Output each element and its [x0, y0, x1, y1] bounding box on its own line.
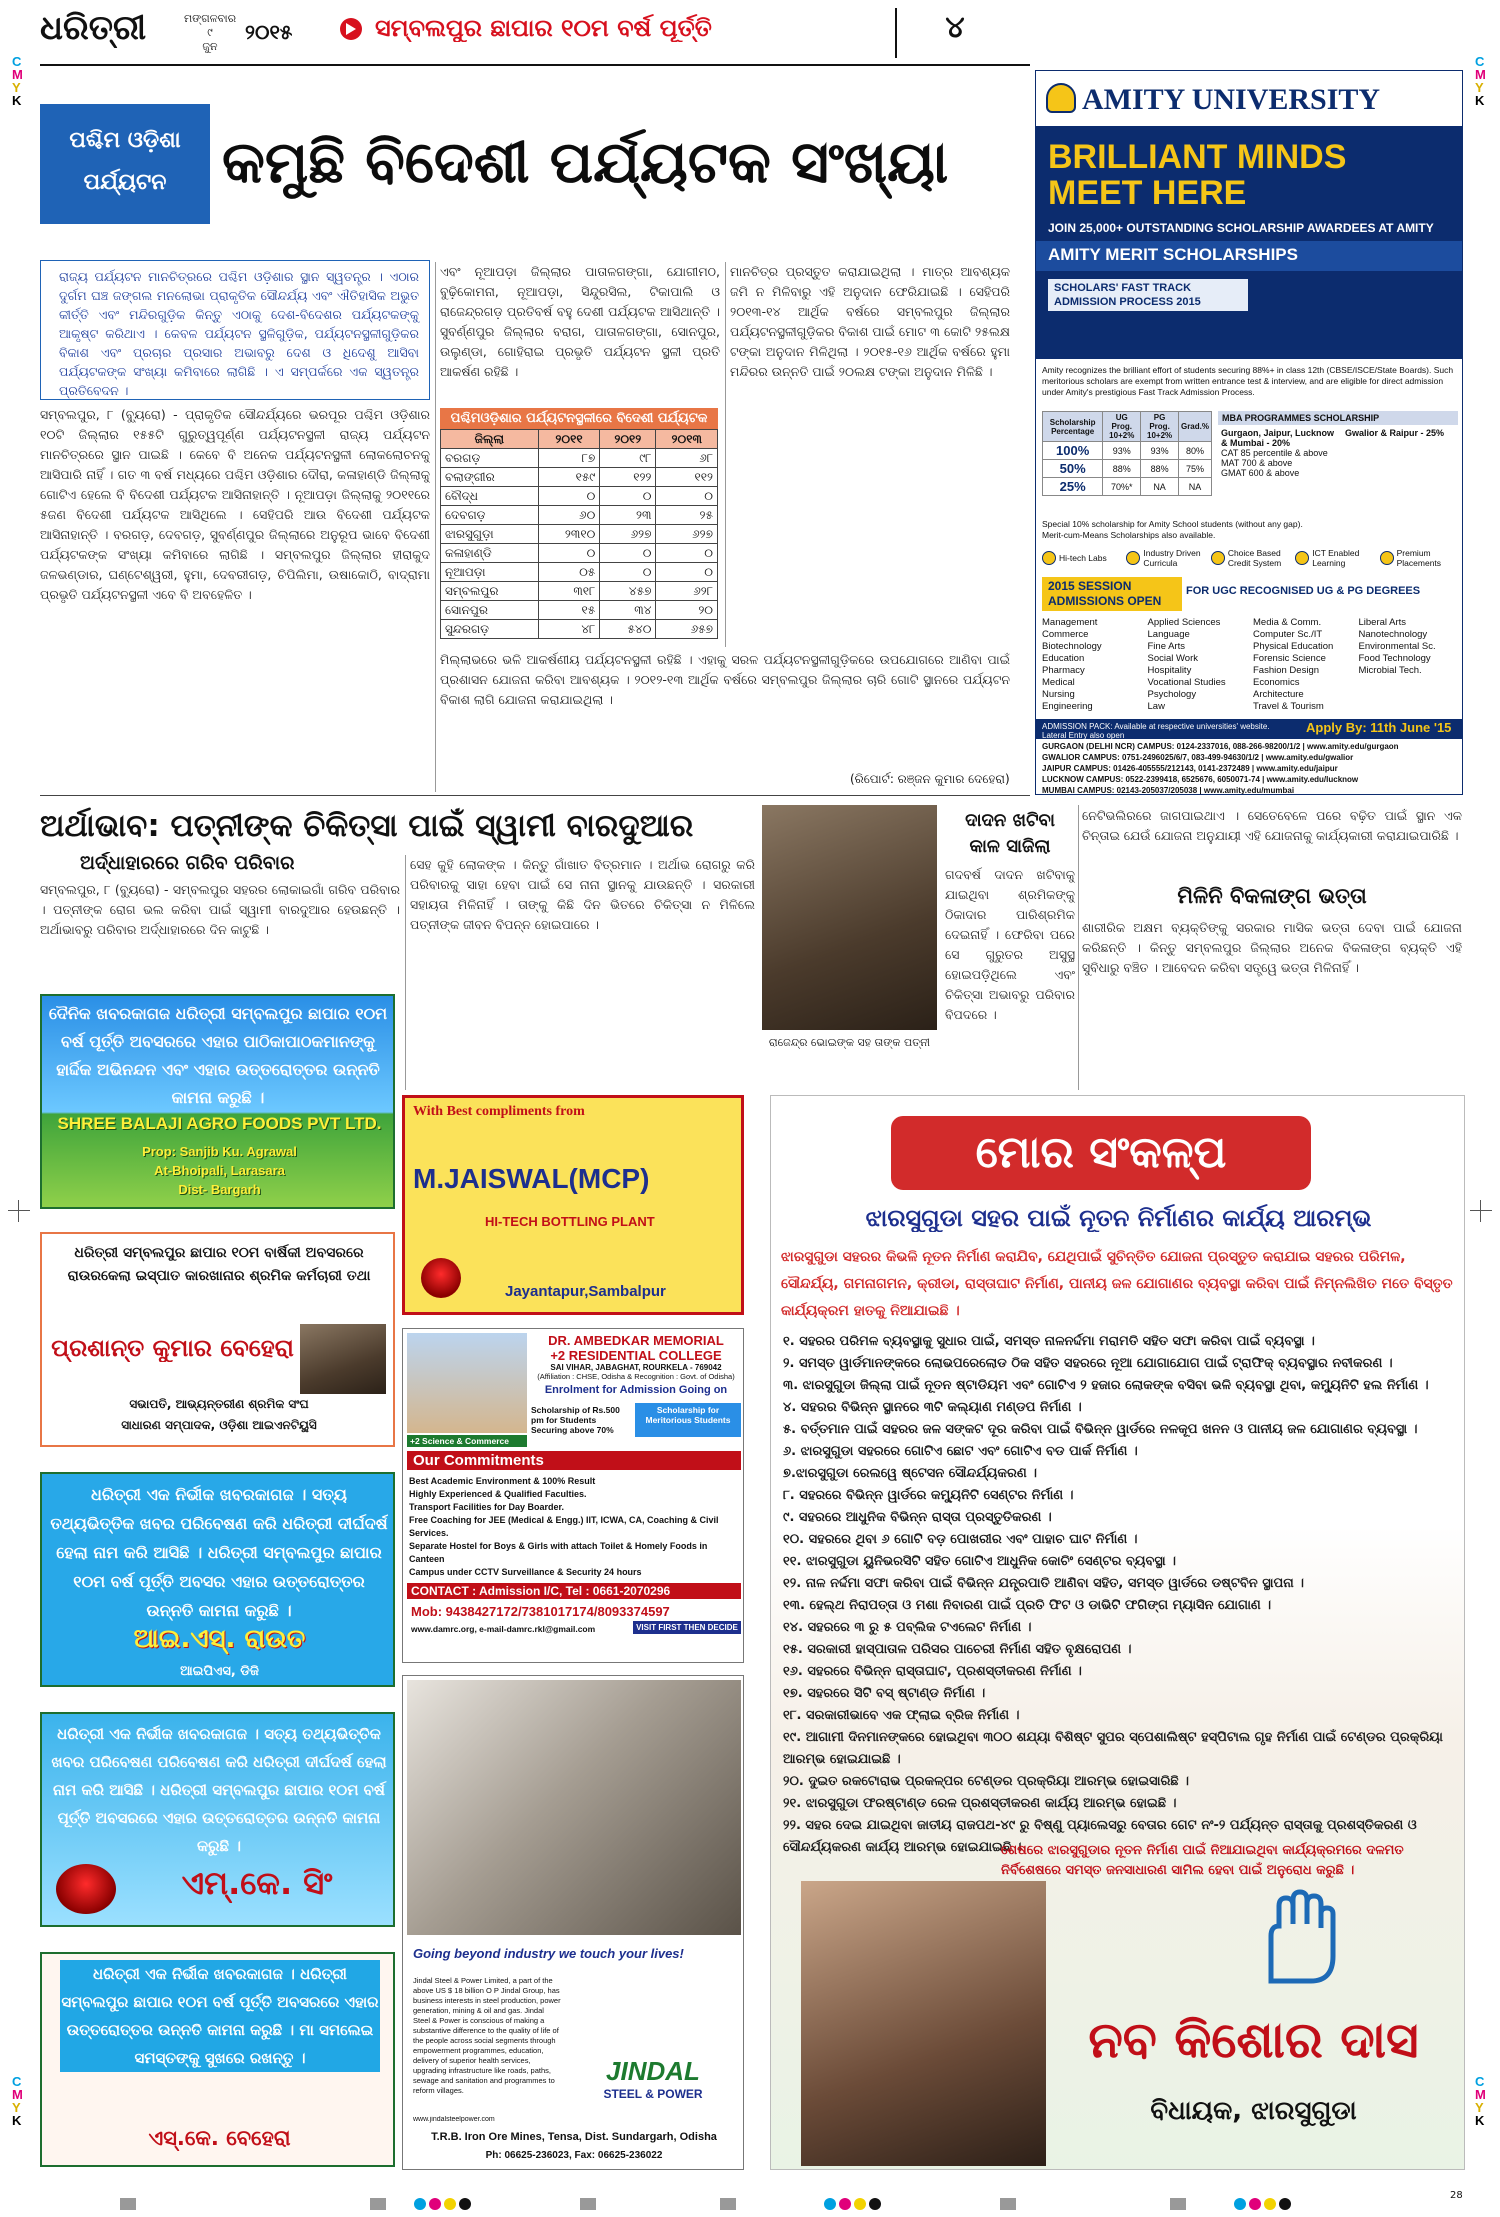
sankalpa-item: ୪. ସହରର ବିଭିନ୍ନ ସ୍ଥାନରେ ୩ଟି କଲ୍ୟାଣ ମଣ୍ଡପ ନିର୍ମାଣ । [783, 1400, 1082, 1415]
tourist-table-cell: ୦ [656, 563, 718, 582]
amity-sch-cell: 100% [1043, 442, 1103, 460]
tourist-table-header: ଜିଲ୍ଲା [441, 430, 539, 449]
sankalpa-item: ୧୩. ହେଲ୍ଥ ନିରାପତ୍ତା ଓ ମଶା ନିବାରଣ ପାଇଁ ପ୍ରତି ଫିଟ ଓ ଡାଭିଟି ଫଗିଙ୍ଗ ମ୍ୟାସିନ ଯୋଗାଣ । [783, 1598, 1272, 1613]
amity-course: Computer Sc./IT [1253, 629, 1323, 640]
amity-campus: MUMBAI CAMPUS: 02143-205037/205038 | www.amity.edu/mumbai [1042, 786, 1295, 795]
tourist-table-cell: ନୂଆପଡ଼ା [441, 563, 539, 582]
rose-icon [421, 1258, 461, 1298]
cmyk-mark-bottom-right: C M Y K [1475, 2074, 1486, 2128]
ad-sankalpa-subtitle: ଝାରସୁଗୁଡା ସହର ପାଇଁ ନୂତନ ନିର୍ମାଣର କାର୍ଯ୍ୟ ଆରମ୍ଭ [865, 1204, 1372, 1232]
ad-singh-name: ଏମ୍.କେ. ସିଂ [181, 1864, 333, 1902]
amity-course: Fine Arts [1147, 641, 1185, 652]
tourist-table-cell: ୬୨୭ [600, 525, 656, 544]
ad-rout-name: ଆଇ.ଏସ୍. ରାଉତ [133, 1624, 306, 1654]
lead-col1: ସମ୍ବଲପୁର, ୮ (ବ୍ୟୁରୋ) - ପ୍ରାକୃତିକ ସୌନ୍ଦର୍ଯ୍ୟରେ ଭରପୂର ପଶ୍ଚିମ ଓଡ଼ିଶାର ୧୦ଟି ଜିଲ୍ଲାର ୧୫୫ଟି ଗୁରୁତ୍ୱପୂର୍ଣ୍ଣ ପର୍ଯ୍ୟଟନସ୍ଥଳୀ ରାଜ୍ୟ ପର୍ଯ୍ୟଟନ ମାନଚିତ୍ରରେ ସ୍ଥାନ ପାଇଛି । କେବେ ବି ଅନେକ ପର୍ଯ୍ୟଟନସ୍ଥଳୀ ଲୋକଲୋଚନକୁ ଆସିପାରି ନାହିଁ । ଗତ ୩ ବର୍ଷ ମଧ୍ୟରେ ପଶ୍ଚିମ ଓଡ଼ିଶାର ଦୌରା, କଳାହାଣ୍ଡି ଜିଲ୍ଲାକୁ ଗୋଟିଏ ହେଲେ ବି ବିଦେଶୀ ପର୍ଯ୍ୟଟକ ଆସିନାହାନ୍ତି । ନୂଆପଡ଼ା ଜିଲ୍ଲାକୁ ୨୦୧୧ରେ ୫ଜଣ ବିଦେଶୀ ପର୍ଯ୍ୟଟକ ଆସିଥିଲେ । ସେହିପରି ଆଉ ବିଦେଶୀ ପର୍ଯ୍ୟଟକ ଆସିନାହାନ୍ତି । ବରଗଡ଼, ଦେବଗଡ଼, ସୁବର୍ଣ୍ଣପୁର ଜିଲ୍ଲାରେ ଅନୁରୂପ ଭାବେ ବିଦେଶୀ ପର୍ଯ୍ୟଟକଙ୍କ ସଂଖ୍ୟା କମିବାରେ ଲାଗିଛି । ସମ୍ବଲପୁର ଜିଲ୍ଲାର ହୀରାକୁଦ ଜଳଭଣ୍ଡାର, ଘଣ୍ଟେଶ୍ୱରୀ, ହୁମା, ଦେବରୀଗଡ଼, ଚିପିଲିମା, ଉଷାକୋଠି, ବାଦ୍ରାମା ପ୍ରଭୃତି ପର୍ଯ୍ୟଟନସ୍ଥଳୀ ଏବେ ବି ଅବହେଳିତ । [40, 407, 430, 602]
amity-fast-track: SCHOLARS' FAST TRACK ADMISSION PROCESS 2015 [1048, 279, 1248, 311]
tourist-table-cell: ୦୫ [538, 563, 600, 582]
tourist-table-cell: ୦ [600, 487, 656, 506]
amity-course: Economics [1253, 677, 1300, 688]
ad-balaji-text: ଦୈନିକ ଖବରକାଗଜ ଧରିତ୍ରୀ ସମ୍ବଲପୁର ଛାପାର ୧୦ମ ବର୍ଷ ପୂର୍ତ୍ତି ଅବସରରେ ଏହାର ପାଠିକାପାଠକମାନଙ୍କୁ ହାର୍ଦ୍ଦିକ ଅଭିନନ୍ଦନ ଏବଂ ଏହାର ଉତ୍ତରୋତ୍ତର ଉନ୍ନତି କାମନା କରୁଛି । [48, 1004, 388, 1107]
ambedkar-point: Separate Hostel for Boys & Girls with attach Toilet & Homely Foods in Canteen [409, 1541, 708, 1564]
newspaper-logo: ଧରିତ୍ରୀ [40, 8, 147, 48]
anniversary-banner: ସମ୍ବଲପୁର ଛାପାର ୧୦ମ ବର୍ଷ ପୂର୍ତ୍ତି [375, 14, 712, 42]
amity-sch-cell: 88% [1141, 460, 1179, 478]
amity-apply: Apply By: 11th June '15 [1306, 720, 1452, 735]
tourist-table-cell: ୯୮ [600, 449, 656, 468]
sankalpa-item: ୧୯. ଆଗାମୀ ଦିନମାନଙ୍କରେ ହୋଇଥିବା ୩୦୦ ଶଯ୍ୟା ବିଶିଷ୍ଟ ସୁପର ସ୍ପେଶାଲିଷ୍ଟ ହସ୍ପିଟାଲ ଗୃହ ନିର୍ମାଣ ପାଇଁ ଟେଣ୍ଡର ପ୍ରକ୍ରିୟା ଆରମ୍ଭ ହୋଇଯାଇଛି । [783, 1730, 1443, 1767]
sankalpa-item: ୧୧. ଝାରସୁଗୁଡା ୟୁନିଭରସିଟି ସହିତ ଗୋଟିଏ ଆଧୁନିକ କୋଚିଂ ସେଣ୍ଟର ବ୍ୟବସ୍ଥା । [783, 1554, 1176, 1569]
story2-col2: ସେହ କୁହି ଲୋକଙ୍କ । କିନ୍ତୁ ଗାଁଖାତ ବିତ୍ରମାନ । ଅର୍ଥାଭ ରୋଗରୁ କରି ପରିବାରକୁ ସାହା ହେବା ପାଇଁ ସେ ନାନା ସ୍ଥାନକୁ ଯାଉଛନ୍ତି । ସରକାରୀ ସହାୟତା ମିଳିନାହିଁ । ତାଙ୍କୁ କିଛି ଦିନ ଭିତରେ ଚିକିତ୍ସା ନ ମିଳିଲେ ପତ୍ନୀଙ୍କ ଜୀବନ ବିପନ୍ନ ହୋଇପାରେ । [410, 857, 755, 932]
tourist-table-cell: ସମ୍ବଲପୁର [441, 582, 539, 601]
tourist-table-cell: ୪୮ [538, 620, 600, 639]
sankalpa-item: ୨୨. ସହର ଦେଇ ଯାଇଥିବା ଜାତୀୟ ରାଜପଥ-୪୯ ରୁ ବିଷ୍ଣୁ ପ୍ୟାଲେସରୁ ବେତାର ଗେଟ ନଂ-୨ ପର୍ଯ୍ୟନ୍ତ ରାସ୍ତାକୁ ପ୍ରଶସ୍ତିକରଣ ଓ ସୌନ୍ଦର୍ଯ୍ୟକରଣ କାର୍ଯ୍ୟ ଆରମ୍ଭ ହୋଇଯାଇଛି । [783, 1818, 1417, 1855]
tourist-table-cell: ୦ [600, 563, 656, 582]
ad-sankalpa-items [783, 1331, 1455, 1859]
ad-ambedkar-mob: Mob: 9438427172/7381017174/8093374597 [411, 1604, 670, 1619]
sankalpa-item: ୧. ସହରର ପରିମଳ ବ୍ୟବସ୍ଥାକୁ ସୁଧାର ପାଇଁ, ସମସ୍ତ ନାଳନର୍ଦ୍ଦମା ମରାମତି ସହିତ ସଫା କରିବା ପାଇଁ ବ୍ୟବସ୍ଥା । [783, 1334, 1315, 1349]
amity-course: Physical Education [1253, 641, 1334, 652]
cmyk-mark-bottom-left: C M Y K [12, 2074, 23, 2128]
story2-headline: ଅର୍ଥାଭାବ: ପତ୍ନୀଙ୍କ ଚିକିତ୍ସା ପାଇଁ ସ୍ୱାମୀ ବାରଦୁଆର [40, 808, 694, 844]
tourist-table-cell: ୫୪୦ [600, 620, 656, 639]
amity-course: Fashion Design [1253, 665, 1320, 676]
ad-jaiswal-name: M.JAISWAL(MCP) [413, 1163, 650, 1194]
ambedkar-point: Highly Experienced & Qualified Faculties. [409, 1489, 587, 1499]
masthead-year: ୨୦୧୫ [245, 20, 293, 44]
amity-course: Engineering [1042, 701, 1093, 712]
tourist-table-cell: ୮୭ [538, 449, 600, 468]
amity-course: Pharmacy [1042, 665, 1085, 676]
registration-mark-left [8, 1200, 30, 1222]
tourist-table-cell: ୬୦ [538, 506, 600, 525]
ad-balaji [40, 994, 395, 1209]
tourist-table-cell: ୧୨୨ [600, 468, 656, 487]
ad-ambedkar [402, 1328, 744, 1663]
tourist-table-cell: ୧୫୯ [538, 468, 600, 487]
ad-sk-behera-text: ଧରିତ୍ରୀ ଏକ ନିର୍ଭୀକ ଖବରକାଗଜ । ଧରିତ୍ରୀ ସମ୍ବଲପୁର ଛାପାର ୧୦ମ ବର୍ଷ ପୂର୍ତ୍ତି ଅବସରରେ ଏହାର ଉତ୍ତରୋତ୍ତର ଉନ୍ନତି କାମନା କରୁଛି । ମା ସମଲେଇ ସମସ୍ତଙ୍କୁ ସୁଖରେ ରଖନ୍ତୁ । [60, 1960, 380, 2072]
amity-course: Social Work [1147, 653, 1199, 664]
amity-course: Media & Comm. [1253, 617, 1322, 628]
tourist-table-cell: ଦେବଗଡ଼ [441, 506, 539, 525]
tourist-table-cell: ୬୨୭ [656, 525, 718, 544]
tourist-table-cell: ୨୫ [656, 506, 718, 525]
ad-balaji-address: Prop: Sanjib Ku. Agrawal At-Bhoipali, Larasara Dist- Bargarh [142, 1144, 297, 1197]
ad-behera-name: ପ୍ରଶାନ୍ତ କୁମାର ବେହେରା [51, 1334, 294, 1362]
masthead [40, 8, 1030, 60]
tourist-table-cell: ବରଗଡ଼ [441, 449, 539, 468]
ad-ambedkar-web: www.damrc.org, e-mail-damrc.rkl@gmail.com [411, 1624, 596, 1634]
tourist-table-cell: ବୌଦ୍ଧ [441, 487, 539, 506]
sankalpa-item: ୧୭. ସହରରେ ସିଟି ବସ୍ ଷ୍ଟାଣ୍ଡ ନିର୍ମାଣ । [783, 1686, 986, 1701]
masthead-rule [40, 64, 1030, 66]
sankalpa-item: ୧୪. ସହରରେ ୩ ରୁ ୫ ପବ୍ଲିକ ଟଏଲେଟ ନିର୍ମାଣ । [783, 1620, 1032, 1635]
col-rule-2 [725, 262, 726, 647]
amity-sch-row [1043, 478, 1212, 496]
mla-photo [801, 1881, 1046, 2166]
tourist-table-header: ୨୦୧୨ [600, 430, 656, 449]
story4-body: ଶାରୀରିକ ଅକ୍ଷମ ବ୍ୟକ୍ତିଙ୍କୁ ସରକାର ମାସିକ ଭତ୍ତା ଦେବା ପାଇଁ ଯୋଜନା କରିଛନ୍ତି । କିନ୍ତୁ ସମ୍ବଲପୁର ଜିଲ୍ଲାର ଅନେକ ବିକଳାଙ୍ଗ ବ୍ୟକ୍ତି ଏହି ସୁବିଧାରୁ ବଞ୍ଚିତ । ଆବେଦନ କରିବା ସତ୍ତ୍ୱେ ଭତ୍ତା ମିଳିନାହିଁ । [1082, 920, 1462, 975]
amity-headline: BRILLIANT MINDS MEET HERE [1048, 139, 1347, 211]
amity-sch-cell: NA [1141, 478, 1179, 496]
amity-brand: AMITY UNIVERSITY [1082, 83, 1381, 116]
tourist-table-cell: ୦ [538, 544, 600, 563]
ad-singh-text: ଧରିତ୍ରୀ ଏକ ନିର୍ଭୀକ ଖବରକାଗଜ । ସତ୍ୟ ତଥ୍ୟଭିତ୍ତିକ ଖବର ପରିବେଷଣ ପରିବେଷଣ କରି ଧରିତ୍ରୀ ଦୀର୍ଘଦର୍ଷ ହେଲା ନାମ କରି ଆସିଛି । ଧରିତ୍ରୀ ସମ୍ବଲପୁର ଛାପାର ୧୦ମ ବର୍ଷ ପୂର୍ତ୍ତି ଅବସରରେ ଏହାର ଉତ୍ତରୋତ୍ତର ଉନ୍ନତି କାମନା କରୁଛି । [51, 1725, 387, 1855]
ad-jindal [402, 1675, 744, 2170]
amity-session: 2015 SESSION ADMISSIONS OPEN [1042, 577, 1182, 611]
amity-sch-header: Scholarship Percentage [1043, 412, 1103, 442]
tourist-table-cell: ୦ [656, 544, 718, 563]
amity-scholarship-table [1042, 411, 1458, 521]
sankalpa-item: ୨୦. ଦୁଇତ ରକଟୋରାଭ ପ୍ରକଳ୍ପର ଟେଣ୍ଡର ପ୍ରକ୍ରିୟା ଆରମ୍ଭ ହୋଇସାରିଛି । [783, 1774, 1189, 1789]
sankalpa-item: ୧୫. ସରକାରୀ ହାସ୍ପାତାଳ ପରିସର ପାଚେରୀ ନିର୍ମାଣ ସହିତ ବୃକ୍ଷରୋପଣ । [783, 1642, 1132, 1657]
sankalpa-item: ୨୧. ଝାରସୁଗୁଡା ଫରଷ୍ଟାଣ୍ଡ ରେଳ ପ୍ରଶସ୍ତୀକରଣ କାର୍ଯ୍ୟ ଆରମ୍ଭ ହୋଇଛି । [783, 1796, 1177, 1811]
ad-sankalpa [770, 1095, 1465, 2170]
amity-sch-cell: 75% [1178, 460, 1211, 478]
amity-campuses [1042, 741, 1458, 795]
amity-campus: JAIPUR CAMPUS: 01426-405555/212143, 0141-2372489 | www.amity.edu/jaipur [1042, 764, 1338, 773]
tourist-table-cell: କଳାହାଣ୍ଡି [441, 544, 539, 563]
amity-sch-cell: 25% [1043, 478, 1103, 496]
ad-jaiswal [402, 1095, 744, 1315]
ad-jindal-tagline: Going beyond industry we touch your lives! [413, 1946, 684, 1961]
lead-byline: (ରିପୋର୍ଟ: ରଞ୍ଜନ କୁମାର ଦେହେରା) [850, 772, 1010, 786]
ad-jaiswal-plant: HI-TECH BOTTLING PLANT [485, 1214, 655, 1229]
ad-ambedkar-header: DR. AMBEDKAR MEMORIAL +2 RESIDENTIAL COLLEGE SAI VIHAR, JABAGHAT, ROURKELA - 769042 (Affiliation : CHSE, Odisha & Recognition : Govt. of Odisha) Enrolment for Admission Going on [537, 1333, 735, 1396]
amity-ad [1035, 70, 1463, 795]
ad-sankalpa-title: ମୋର ସଂକଳ୍ପ [891, 1116, 1311, 1190]
cmyk-mark-top-right: C M Y K [1475, 54, 1486, 108]
amity-sch-cell: 80% [1178, 442, 1211, 460]
ad-ambedkar-visit: VISIT FIRST THEN DECIDE [633, 1621, 741, 1634]
tourist-table-cell: ବଲାଙ୍ଗୀର [441, 468, 539, 487]
ambedkar-point: Free Coaching for JEE (Medical & Engg.) IIT, ICWA, CA, Coaching & Civil Services. [409, 1515, 719, 1538]
amity-pack-bar [1036, 719, 1463, 739]
tourist-table-row [441, 468, 718, 487]
lead-intro: ରାଜ୍ୟ ପର୍ଯ୍ୟଟନ ମାନଚିତ୍ରରେ ପଶ୍ଚିମ ଓଡ଼ିଶାର ସ୍ଥାନ ସ୍ୱତନ୍ତ୍ର । ଏଠାର ଦୁର୍ଗମ ଘଞ୍ଚ ଜଙ୍ଗଲ ମନଲୋଭା ପ୍ରାକୃତିକ ସୌନ୍ଦର୍ଯ୍ୟ ଏବଂ ଐତିହାସିକ ଅଭୁତ କୀର୍ତ୍ତି ଏବଂ ମନ୍ଦିରଗୁଡ଼ିକ କିନ୍ତୁ ଏଠାକୁ ଦେଶ-ବିଦେଶର ପର୍ଯ୍ୟଟକଙ୍କୁ ଆକୃଷ୍ଟ କରିଥାଏ । କେବଳ ପର୍ଯ୍ୟଟନ ସ୍ଥଳିଗୁଡ଼ିକ, ପର୍ଯ୍ୟଟନସ୍ଥଳୀଗୁଡ଼ିକର ବିକାଶ ଏବଂ ପ୍ରଚାର ପ୍ରସାର ଅଭାବରୁ ଦେଶ ଓ ଧିଦେଶୁ ଆସିବା ପର୍ଯ୍ୟଟକଙ୍କ ସଂଖ୍ୟା କମିବାରେ ଲାଗିଛି । ଏ ସମ୍ପର୍କରେ ଏକ ସ୍ୱତନ୍ତ୍ର ପ୍ରତିବେଦନ । [40, 260, 430, 400]
play-icon [346, 23, 356, 35]
amity-hero [1036, 129, 1463, 359]
tourist-table-cell: ୧୧୨ [656, 468, 718, 487]
ad-behera-roles: ସଭାପତି, ଆଭ୍ୟନ୍ତରୀଣ ଶ୍ରମିକ ସଂଘ ସାଧାରଣ ସମ୍ପାଦକ, ଓଡ଼ିଶା ଆଇଏନଟିୟୁସି [121, 1397, 317, 1432]
tourist-table-cell: ୪୫୭ [600, 582, 656, 601]
tourist-table-cell: ସୁନ୍ଦରଗଡ଼ [441, 620, 539, 639]
amity-feature: Premium Placements [1380, 545, 1458, 571]
amity-sch-header: PG Prog. 10+2% [1141, 412, 1179, 442]
story4-headline: ମିଳିନି ବିକଳାଙ୍ଗ ଭତ୍ତା [1177, 884, 1367, 908]
story4-intro: ନେଟିଭଲିରରେ ଜାଗପାଇଥାଏ । ସେତେବେଳେ ପରେ ବଢ଼ିତ ପାଇଁ ସ୍ଥାନ ଏକ ଚିନ୍ତାଇ ଯେଉଁ ଯୋଜନା ଅନୁଯାୟୀ ଏହି ଯୋଜନାକୁ କାର୍ଯ୍ୟକାରୀ କରାଯାଇପାରିଛି । [1082, 808, 1462, 843]
feature-icon [1211, 551, 1225, 565]
lead-col4: ମିଲ୍ଲାଭରେ ଭଳି ଆକର୍ଷଣୀୟ ପର୍ଯ୍ୟଟନସ୍ଥଳୀ ରହିଛି । ଏହାକୁ ସରଳ ପର୍ଯ୍ୟଟନସ୍ଥଳୀଗୁଡ଼ିକରେ ଉପଯୋଗରେ ଆଣିବା ପାଇଁ ପ୍ରଶାସନ ଯୋଜନା କରିବା ଆବଶ୍ୟକ । ୨୦୧୨-୧୩ ଆର୍ଥିକ ବର୍ଷରେ ସମ୍ବଲପୁର ଜିଲ୍ଲାର ଚାରି ଗୋଟି ସ୍ଥାନରେ ପର୍ଯ୍ୟଟନ ବିକାଶ ଲାଗି ଯୋଜନା କରାଯାଇଥିଲା । [440, 652, 1010, 707]
ad-behera [40, 1232, 395, 1447]
amity-sch-cell: 88% [1103, 460, 1141, 478]
amity-sch-header: UG Prog. 10+2% [1103, 412, 1141, 442]
amity-sub: JOIN 25,000+ OUTSTANDING SCHOLARSHIP AWARDEES AT AMITY [1048, 221, 1434, 235]
tourist-table-cell: ୨୩୧୦ [538, 525, 600, 544]
amity-course: Education [1042, 653, 1085, 664]
ad-jindal-addr: T.R.B. Iron Ore Mines, Tensa, Dist. Sundargarh, Odisha [431, 2131, 717, 2143]
story3-headline: ଦାଦନ ଖଟିବା କାଳ ସାଜିଲା [965, 810, 1055, 857]
amity-course: Biotechnology [1042, 641, 1102, 652]
tourist-table-cell: ୨୩ [600, 506, 656, 525]
ad-jaiswal-top: With Best compliments from [413, 1104, 585, 1119]
tourist-table-row [441, 525, 718, 544]
lead-col3: ମାନଚିତ୍ର ପ୍ରସ୍ତୁତ କରାଯାଇଥିଲା । ମାତ୍ର ଆବଶ୍ୟକ ଜମି ନ ମିଳିବାରୁ ଏହି ଅନୁଦାନ ଫେରିଯାଇଛି । ସେହିପରି ୨୦୧୩-୧୪ ଆର୍ଥିକ ବର୍ଷରେ ସମ୍ବଲପୁର ଜିଲ୍ଲାର ପର୍ଯ୍ୟଟନସ୍ଥଳୀଗୁଡ଼ିକର ବିକାଶ ପାଇଁ ମୋଟ ୩ କୋଟି ୨୫ଲକ୍ଷ ଟଙ୍କା ଅନୁଦାନ ମିଳିଥିଲା । ୨୦୧୫-୧୬ ଆର୍ଥିକ ବର୍ଷରେ ହୁମା ମନ୍ଦିରର ଉନ୍ନତି ପାଇଁ ୨୦ଲକ୍ଷ ଟଙ୍କା ଅନୁଦାନ ମିଳିଛି । [730, 264, 1010, 379]
ad-ambedkar-scholar: Scholarship of Rs.500 pm for Students Securing above 70% [531, 1405, 620, 1435]
tourist-table [440, 429, 718, 639]
amity-crest-icon [1046, 83, 1076, 113]
lead-headline: କମୁଛି ବିଦେଶୀ ପର୍ଯ୍ୟଟକ ସଂଖ୍ୟା [222, 128, 949, 196]
amity-blurb: Amity recognizes the brilliant effort of students securing 88%+ in class 12th (CBSE/ISCE/State Boards). Such meritorious scholars are exempt from written entrance test & interview, and are eligible for direct admission under Amity's prestigious Fast Track Admission Process. [1042, 365, 1454, 397]
ad-singh [40, 1712, 395, 1927]
sankalpa-item: ୯. ସହରରେ ଆଧୁନିକ ବିଭିନ୍ନ ରାସ୍ତା ପ୍ରସ୍ତୁତିକରଣ । [783, 1510, 1052, 1525]
amity-sch-cell: 93% [1103, 442, 1141, 460]
page-number: ୪ [945, 10, 965, 45]
amity-sch-grid [1042, 411, 1212, 496]
sankalpa-item: ୨. ସମସ୍ତ ୱାର୍ଡମାନଙ୍କରେ ଲୋଭପରେଲୋଡ ଠିକ ସହିତ ସହରରେ ନୂଆ ଯୋଗାଯୋଗ ପାଇଁ ଟ୍ରାଫିକ୍ ବ୍ୟବସ୍ଥାର ନବୀକରଣ । [783, 1356, 1393, 1371]
tourist-table-cell: ୦ [656, 487, 718, 506]
col-rule-4 [1078, 805, 1079, 1090]
amity-feature: ICT Enabled Learning [1295, 545, 1373, 571]
tourist-table-cell: ଝାରସୁଗୁଡ଼ା [441, 525, 539, 544]
ad-sankalpa-name: ନବ କିଶୋର ଦାସ [1088, 2011, 1419, 2069]
ad-jaiswal-place: Jayantapur,Sambalpur [505, 1283, 666, 1300]
ad-jindal-logo: JINDAL STEEL & POWER [603, 2056, 703, 2101]
amity-sch-cell: 70%* [1103, 478, 1141, 496]
tourist-table-cell: ୦ [538, 487, 600, 506]
ad-jindal-phone: Ph: 06625-236023, Fax: 06625-236022 [485, 2150, 663, 2161]
ambedkar-point: Campus under CCTV Surveillance & Security 24 hours [409, 1567, 642, 1577]
feature-icon [1380, 551, 1394, 565]
lead-kicker: ପଶ୍ଚିମ ଓଡ଼ିଶା ପର୍ଯ୍ୟଟନ [40, 104, 210, 224]
tourist-table-box [440, 408, 718, 648]
amity-feature: Choice Based Credit System [1211, 545, 1289, 571]
tourist-table-cell: ୧୫ [538, 601, 600, 620]
ad-rout-role: ଆଇପିଏସ, ଡିଜି [180, 1664, 259, 1679]
amity-course: Management [1042, 617, 1098, 628]
registration-mark-right [1470, 1200, 1492, 1222]
tourist-table-row [441, 449, 718, 468]
ad-balaji-company: SHREE BALAJI AGRO FOODS PVT LTD. [57, 1114, 382, 1133]
story2-photo-caption: ରାଜେନ୍ଦ୍ର ଭୋଇଙ୍କ ସହ ତାଙ୍କ ପତ୍ନୀ [768, 1036, 931, 1049]
amity-course: Travel & Tourism [1253, 701, 1324, 712]
ad-sankalpa-closing: ଶେଷରେ ଝାରସୁଗୁଡାର ନୂତନ ନିର୍ମାଣ ପାଇଁ ନିଆଯାଇଥିବା କାର୍ଯ୍ୟକ୍ରମରେ ଦଳମତ ନିର୍ବିଶେଷରେ ସମସ୍ତ ଜନସାଧାରଣ ସାମିଲ ହେବା ପାଇଁ ଅନୁରୋଧ କରୁଛି । [1001, 1843, 1404, 1878]
sankalpa-item: ୬. ଝାରସୁଗୁଡା ସହରରେ ଗୋଟିଏ ଛୋଟ ଏବଂ ଗୋଟିଏ ବଡ ପାର୍କ ନିର୍ମାଣ । [783, 1444, 1138, 1459]
tourist-table-row [441, 582, 718, 601]
amity-campus: GWALIOR CAMPUS: 0751-2496025/6/7, 083-499-94630/1/2 | www.amity.edu/gwalior [1042, 753, 1354, 762]
cmyk-mark-top-left: C M Y K [12, 54, 23, 108]
amity-pack: ADMISSION PACK: Available at respective universities' website. Lateral Entry also open [1042, 722, 1270, 739]
ad-rout-text: ଧରିତ୍ରୀ ଏକ ନିର୍ଭୀକ ଖବରକାଗଜ । ସତ୍ୟ ତଥ୍ୟଭିତ୍ତିକ ଖବର ପରିବେଷଣ କରି ଧରିତ୍ରୀ ଦୀର୍ଘଦର୍ଷ ହେଲା ନାମ କରି ଆସିଛି । ଧରିତ୍ରୀ ସମ୍ବଲପୁର ଛାପାର ୧୦ମ ବର୍ଷ ପୂର୍ତ୍ତି ଅବସର ଏହାର ଉତ୍ତରୋତ୍ତର ଉନ୍ନତି କାମନା କରୁଛି । [50, 1485, 388, 1620]
amity-campus: GURGAON (DELHI NCR) CAMPUS: 0124-2337016, 088-266-98200/1/2 | www.amity.edu/gurgaon [1042, 742, 1399, 751]
ad-sk-behera-name: ଏସ୍.କେ. ବେହେରା [148, 2126, 291, 2150]
tourist-table-header: ୨୦୧୩ [656, 430, 718, 449]
feature-icon [1126, 551, 1140, 565]
sankalpa-item: ୧୨. ନାଳ ନର୍ଦ୍ଦମା ସଫା କରିବା ପାଇଁ ବିଭିନ୍ନ ଯନ୍ତ୍ରପାତି ଆଣିବା ସହିତ, ସମସ୍ତ ୱାର୍ଡରେ ଡଷ୍ଟବିନ ସ୍ଥାପନା । [783, 1576, 1305, 1591]
amity-sch-cell: 93% [1141, 442, 1179, 460]
amity-course: Law [1147, 701, 1165, 712]
amity-scheme: AMITY MERIT SCHOLARSHIPS [1036, 241, 1463, 271]
rose-icon [56, 1864, 116, 1914]
story3-body: ଗଦବର୍ଷ ଦାଦନ ଖଟିବାକୁ ଯାଇଥିବା ଶ୍ରମିକଙ୍କୁ ଠିକାଦାର ପାରିଶ୍ରମିକ ଦେଇନାହିଁ । ଫେରିବା ପରେ ସେ ଗୁରୁତର ଅସୁସ୍ଥ ହୋଇପଡ଼ିଥିଲେ ଏବଂ ଚିକିତ୍ସା ଅଭାବରୁ ପରିବାର ବିପଦରେ । [945, 867, 1075, 1022]
amity-features [1042, 545, 1458, 571]
sankalpa-item: ୭.ଝାରସୁଗୁଡା ରେଲୱେ ଷ୍ଟେସନ ସୌନ୍ଦର୍ଯ୍ୟକରଣ । [783, 1466, 1038, 1481]
tourist-table-cell: ୬୫୭ [656, 620, 718, 639]
tourist-table-row [441, 506, 718, 525]
amity-course: Nursing [1042, 689, 1075, 700]
college-photo [407, 1333, 527, 1433]
amity-sch-row [1043, 442, 1212, 460]
ad-sankalpa-intro: ଝାରସୁଗୁଡା ସହରର କିଭଳି ନୂତନ ନିର୍ମାଣ କରାଯିବ, ଯେଥିପାଇଁ ସୁଚିନ୍ତିତ ଯୋଜନା ପ୍ରସ୍ତୁତ କରାଯାଇ ସହରର ପରିମଳ, ସୌନ୍ଦର୍ଯ୍ୟ, ଗମନାଗମନ, କ୍ରୀଡା, ରାସ୍ତାଘାଟ ନିର୍ମାଣ, ପାନୀୟ ଜଳ ଯୋଗାଣର ବ୍ୟବସ୍ଥା କରିବା ପାଇଁ ନିମ୍ନଲିଖିତ ମତେ ବିସ୍ତୃତ କାର୍ଯ୍ୟକ୍ରମ ହାତକୁ ନିଆଯାଇଛି । [781, 1249, 1453, 1319]
ambedkar-point: Best Academic Environment & 100% Result [409, 1476, 596, 1486]
students-photo [407, 1680, 741, 1935]
amity-sch-cell: NA [1178, 478, 1211, 496]
footer-page-number: 28 [1450, 2190, 1463, 2201]
amity-course: Food Technology [1358, 653, 1431, 664]
amity-course: Environmental Sc. [1358, 641, 1436, 652]
masthead-date: ମଙ୍ଗଳବାର ୯ ଜୁନ [183, 12, 237, 53]
amity-campus: LUCKNOW CAMPUS: 0522-2399418, 6525676, 6050071-74 | www.amity.edu/lucknow [1042, 775, 1359, 784]
amity-sch-row [1043, 460, 1212, 478]
col-rule-1 [435, 262, 436, 792]
ad-ambedkar-commit: Our Commitments [407, 1451, 741, 1470]
amity-course: Liberal Arts [1358, 617, 1407, 628]
amity-course: Language [1147, 629, 1190, 640]
amity-course: Applied Sciences [1147, 617, 1221, 628]
amity-courses [1042, 617, 1458, 715]
tourist-table-row [441, 601, 718, 620]
story2-subhead: ଅର୍ଦ୍ଧାହାରରେ ଗରିବ ପରିବାର [80, 852, 295, 874]
tourist-table-cell: ୨୦ [656, 601, 718, 620]
sankalpa-item: ୧୬. ସହରରେ ବିଭିନ୍ନ ରାସ୍ତାଘାଟ, ପ୍ରଶସ୍ତୀକରଣ ନିର୍ମାଣ । [783, 1664, 1082, 1679]
tourist-table-cell: ୬୮ [656, 449, 718, 468]
tourist-table-header: ୨୦୧୧ [538, 430, 600, 449]
ad-behera-photo [300, 1324, 386, 1394]
tourist-table-row [441, 487, 718, 506]
ad-rout [40, 1472, 395, 1687]
section-rule [40, 795, 1030, 796]
sankalpa-item: ୧୮. ସରକାରୀଭାବେ ଏକ ଫ୍ଲାଇ ବ୍ରିଜ ନିର୍ମାଣ । [783, 1708, 1020, 1723]
tourist-table-cell: ସୋନପୁର [441, 601, 539, 620]
amity-course: Microbial Tech. [1358, 665, 1422, 676]
tourist-table-row [441, 563, 718, 582]
feature-icon [1295, 551, 1309, 565]
amity-header [1036, 71, 1463, 129]
amity-feature: Industry Driven Curricula [1126, 545, 1204, 571]
sankalpa-item: ୮. ସହରରେ ବିଭିନ୍ନ ୱାର୍ଡରେ କମ୍ୟୁନିଟି ସେଣ୍ଟର ନିର୍ମାଣ । [783, 1488, 1074, 1503]
tourist-table-cell: ୬୨୮ [656, 582, 718, 601]
story2-col1: ସମ୍ବଲପୁର, ୮ (ବ୍ୟୁରୋ) - ସମ୍ବଲପୁର ସହରର ଲୋକାଇଗାଁ ଗରିବ ପରିବାର । ପତ୍ନୀଙ୍କ ରୋଗ ଭଲ କରିବା ପାଇଁ ସ୍ୱାମୀ ବାରଦୁଆର ହେଉଛନ୍ତି । ଅର୍ଥାଭାବରୁ ପରିବାର ଅର୍ଦ୍ଧାହାରରେ ଦିନ କାଟୁଛି । [40, 882, 400, 937]
ad-jindal-blurb: Jindal Steel & Power Limited, a part of the above US $ 18 billion O P Jindal Group, has business interests in steel production, power generation, mining & oil and gas. Jindal Steel & Power is conscious of making a substantive difference to the quality of life of the people across social segments through empowerment programmes, education, delivery of superior health services, upgrading infrastructure like roads, paths, sewage and sanitation and programmes to reform villages. [413, 1976, 561, 2095]
amity-sch-cell: 50% [1043, 460, 1103, 478]
congress-hand-icon [1241, 1886, 1351, 1996]
col-rule-3 [405, 855, 406, 1090]
amity-course: Hospitality [1147, 665, 1192, 676]
tourist-table-title: ପଶ୍ଚିମଓଡ଼ିଶାର ପର୍ଯ୍ୟଟନସ୍ଥଳୀରେ ବିଦେଶୀ ପର୍ଯ୍ୟଟକ [440, 408, 718, 429]
amity-course: Architecture [1253, 689, 1304, 700]
amity-notes: Special 10% scholarship for Amity School students (without any gap). Merit-cum-Means Scholarships also available. [1042, 519, 1303, 540]
amity-feature: Hi-tech Labs [1042, 545, 1120, 571]
amity-course: Psychology [1147, 689, 1197, 700]
amity-sch-header: Grad.% [1178, 412, 1211, 442]
amity-course: Medical [1042, 677, 1075, 688]
amity-course: Nanotechnology [1358, 629, 1428, 640]
ad-sk-behera [40, 1952, 395, 2167]
amity-mba: MBA PROGRAMMES SCHOLARSHIP Gurgaon, Jaipur, Lucknow & Mumbai - 20% CAT 85 percentile & above MAT 700 & above GMAT 600 & above Gwalior & Raipur - 25% [1218, 411, 1458, 481]
amity-course: Commerce [1042, 629, 1089, 640]
tourist-table-cell: ୩୧୮ [538, 582, 600, 601]
feature-icon [1042, 551, 1056, 565]
sankalpa-item: ୩. ଝାରସୁଗୁଡା ଜିଲ୍ଲା ପାଇଁ ନୂତନ ଷ୍ଟାଡିୟମ ଏବଂ ଗୋଟିଏ ୨ ହଜାର ଲୋକଙ୍କ ବସିବା ଭଳି ବ୍ୟବସ୍ଥା ଥିବା, କମ୍ୟୁନିଟି ହଲ ନିର୍ମାଣ । [783, 1378, 1429, 1393]
ad-ambedkar-contact: CONTACT : Admission I/C, Tel : 0661-2070296 [407, 1583, 741, 1599]
color-bar [120, 2196, 1380, 2212]
tourist-table-row [441, 620, 718, 639]
ad-ambedkar-badge: Scholarship for Meritorious Students [635, 1403, 741, 1437]
masthead-divider [895, 8, 897, 58]
sankalpa-item: ୧୦. ସହରରେ ଥିବା ୬ ଗୋଟି ବଡ଼ ପୋଖରୀର ଏବଂ ପାହାଚ ଘାଟ ନିର୍ମାଣ । [783, 1532, 1138, 1547]
ad-sankalpa-role: ବିଧାୟକ, ଝାରସୁଗୁଡା [1150, 2096, 1357, 2126]
ad-ambedkar-streams: +2 Science & Commerce [407, 1435, 527, 1447]
couple-photo [762, 805, 937, 1030]
sankalpa-item: ୫. ବର୍ତ୍ତମାନ ପାଇଁ ସହରର ଜଳ ସଙ୍କଟ ଦୂର କରିବା ପାଇଁ ବିଭିନ୍ନ ୱାର୍ଡରେ ନଳକୂପ ଖନନ ଓ ପାନୀୟ ଜଳ ଯୋଗାଣର ବ୍ୟବସ୍ଥା । [783, 1422, 1418, 1437]
amity-course: Forensic Science [1253, 653, 1326, 664]
lead-col2: ଏବଂ ନୂଆପଡ଼ା ଜିଲ୍ଲାର ପାତାଳଗଙ୍ଗା, ଯୋଗୀମଠ, ବୁଢ଼ିକୋମନା, ନୂଆପଡ଼ା, ସିନ୍ଦୁରସିଲ, ଟିକାପାଲି ଓ ରାଜେନ୍ଦ୍ରଗଡ଼ ପ୍ରତିବର୍ଷ ବହୁ ଦେଶୀ ପର୍ଯ୍ୟଟକ ଆସିଥାନ୍ତି । ସୁବର୍ଣ୍ଣପୁର ଜିଲ୍ଲାର ବରାଗ, ପାତାଳଗଙ୍ଗା, ସୋନପୁର, ଉଲୁଣ୍ଡା, ଗୋହିରାଇ ପ୍ରଭୃତି ପର୍ଯ୍ୟଟନ ସ୍ଥଳୀ ପ୍ରତି ଆକର୍ଷଣ ରହିଛି । [440, 264, 720, 379]
amity-ugpg: FOR UGC RECOGNISED UG & PG DEGREES [1186, 585, 1421, 597]
ad-jindal-web: www.jindalsteelpower.com [413, 2116, 495, 2123]
amity-course: Vocational Studies [1147, 677, 1226, 688]
ambedkar-point: Transport Facilities for Day Boarder. [409, 1502, 565, 1512]
ad-ambedkar-points [409, 1475, 739, 1579]
tourist-table-cell: ୩୪ [600, 601, 656, 620]
ad-behera-text: ଧରିତ୍ରୀ ସମ୍ବଲପୁର ଛାପାର ୧୦ମ ବାର୍ଷିକୀ ଅବସରରେ ରାଉରକେଲା ଇସ୍ପାତ କାରଖାନାର ଶ୍ରମିକ କର୍ମଚାରୀ ତଥା [67, 1245, 371, 1284]
tourist-table-row [441, 544, 718, 563]
tourist-table-cell: ୦ [600, 544, 656, 563]
